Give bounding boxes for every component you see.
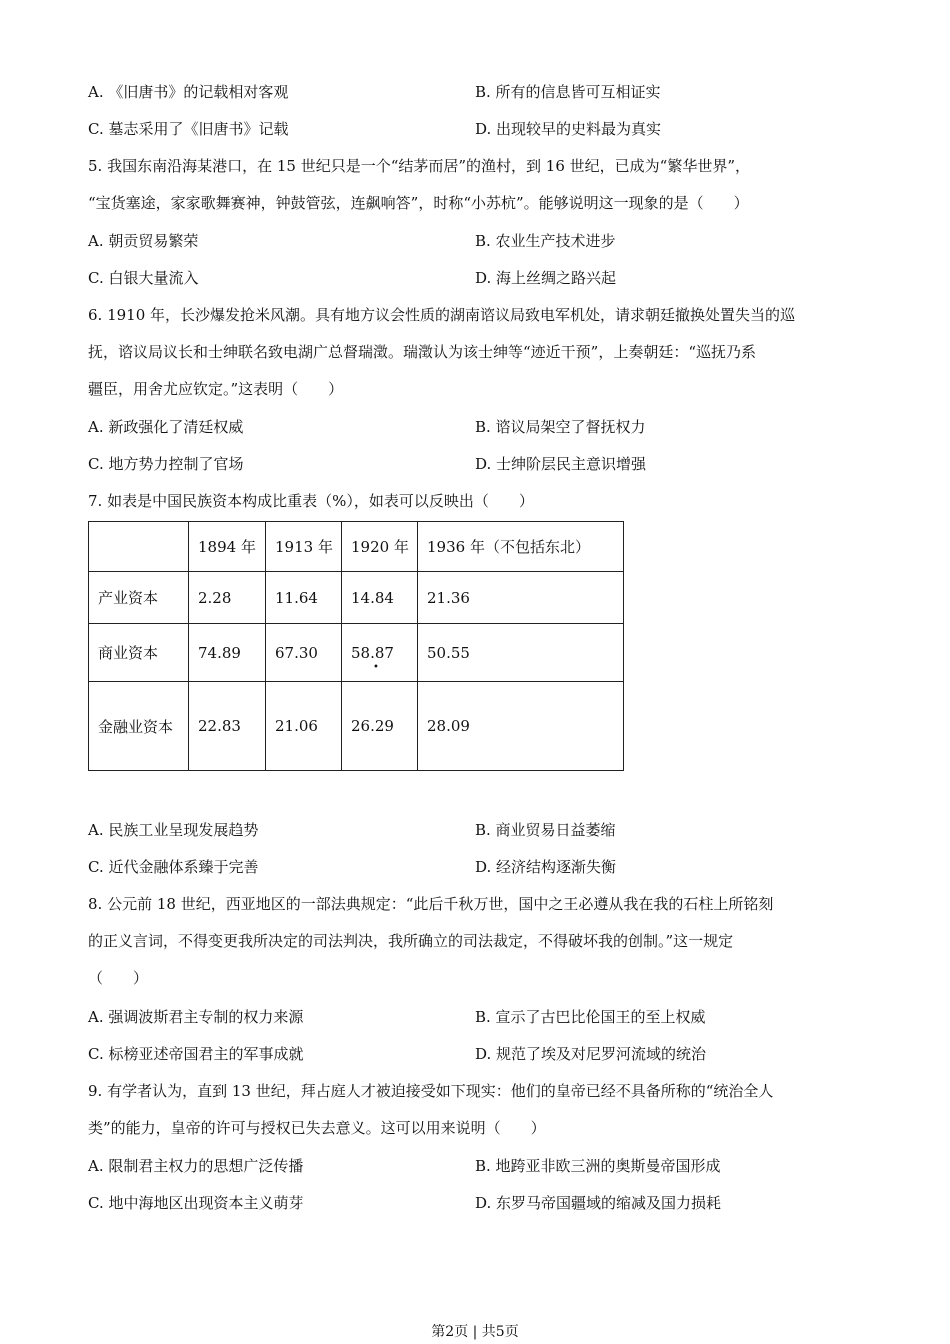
q6-stem [88,305,878,416]
q9-stem [88,1081,878,1155]
table-row-label: 商业资本 [89,624,189,682]
table-header-cell: 1936 年（不包括东北） [418,522,624,572]
q7-stem-line: 7. 如表是中国民族资本构成比重表（%），如表可以反映出（ ） [88,492,534,510]
q9-option-c[interactable]: C. 地中海地区出现资本主义萌芽 [88,1194,304,1212]
table-row [89,624,624,682]
dot-mark-icon: • [373,661,379,673]
q7-option-b[interactable]: B. 商业贸易日益萎缩 [475,821,616,839]
table-cell: 21.06 [266,682,342,771]
q9-option-b[interactable]: B. 地跨亚非欧三洲的奥斯曼帝国形成 [475,1157,721,1175]
page-footer: 第2页 | 共5页 [431,1324,519,1340]
q6-option-c[interactable]: C. 地方势力控制了官场 [88,455,244,473]
q5-option-c[interactable]: C. 白银大量流入 [88,269,199,287]
q9-stem-line: 9. 有学者认为，直到 13 世纪，拜占庭人才被迫接受如下现实：他们的皇帝已经不具备所称的“统治全人 [88,1082,774,1100]
q4-option-d[interactable]: D. 出现较早的史料最为真实 [475,120,662,138]
table-cell: 22.83 [189,682,266,771]
q9-stem-line: 类”的能力，皇帝的许可与授权已失去意义。这可以用来说明（ ） [88,1119,546,1137]
table-cell: 67.30 [266,624,342,682]
q8-option-a[interactable]: A. 强调波斯君主专制的权力来源 [88,1008,304,1026]
table-header-row [89,522,624,572]
q5-option-a[interactable]: A. 朝贡贸易繁荣 [88,232,199,250]
q6-option-a[interactable]: A. 新政强化了清廷权威 [88,418,244,436]
table-cell: 14.84 [342,572,418,624]
q5-stem [88,156,878,230]
table-cell: 11.64 [266,572,342,624]
table-header-cell [89,522,189,572]
table-cell-text: 58.87 [351,643,394,662]
q9-option-a[interactable]: A. 限制君主权力的思想广泛传播 [88,1157,304,1175]
q6-option-d[interactable]: D. 士绅阶层民主意识增强 [475,455,647,473]
capital-structure-table [88,521,624,771]
table-cell [342,624,418,682]
q5-option-d[interactable]: D. 海上丝绸之路兴起 [475,269,617,287]
table-header-cell: 1920 年 [342,522,418,572]
q5-stem-line: “宝货塞途，家家歌舞赛神，钟鼓管弦，连飙响答”，时称“小苏杭”。能够说明这一现象的是（ ） [88,194,749,212]
q8-option-c[interactable]: C. 标榜亚述帝国君主的军事成就 [88,1045,304,1063]
q5-stem-line: 5. 我国东南沿海某港口，在 15 世纪只是一个“结茅而居”的渔村，到 16 世纪，已成为“繁华世界”， [88,157,751,175]
table-cell: 74.89 [189,624,266,682]
table-cell: 50.55 [418,624,624,682]
q7-option-a[interactable]: A. 民族工业呈现发展趋势 [88,821,259,839]
q8-option-b[interactable]: B. 宣示了古巴比伦国王的至上权威 [475,1008,706,1026]
table-row-label-text: 金融业资本 [98,717,174,736]
q6-stem-line: 6. 1910 年，长沙爆发抢米风潮。具有地方议会性质的湖南谘议局致电军机处，请求朝廷撤换处置失当的巡 [88,306,796,324]
q8-stem-line: 的正义言词，不得变更我所决定的司法判决，我所确立的司法裁定，不得破坏我的创制。”这一规定 [88,932,734,950]
q9-option-d[interactable]: D. 东罗马帝国疆域的缩减及国力损耗 [475,1194,722,1212]
table-cell: 28.09 [418,682,624,771]
table-header-cell: 1913 年 [266,522,342,572]
table-cell-value [351,643,394,673]
q4-option-b[interactable]: B. 所有的信息皆可互相证实 [475,83,661,101]
table-row [89,572,624,624]
q4-option-a[interactable]: A. 《旧唐书》的记载相对客观 [88,83,289,101]
table-row [89,682,624,771]
table-cell: 26.29 [342,682,418,771]
q8-option-d[interactable]: D. 规范了埃及对尼罗河流域的统治 [475,1045,707,1063]
table-cell: 2.28 [189,572,266,624]
q6-stem-line: 抚，谘议局议长和士绅联名致电湖广总督瑞澂。瑞澂认为该士绅等“迹近干预”，上奏朝廷：“巡抚乃系 [88,343,757,361]
table-header-cell: 1894 年 [189,522,266,572]
table-row-label [89,682,189,771]
table-row-label: 产业资本 [89,572,189,624]
q7-option-c[interactable]: C. 近代金融体系臻于完善 [88,858,259,876]
q5-option-b[interactable]: B. 农业生产技术进步 [475,232,616,250]
q8-stem [88,894,878,1005]
q6-option-b[interactable]: B. 谘议局架空了督抚权力 [475,418,646,436]
table-cell: 21.36 [418,572,624,624]
q6-stem-line: 疆臣，用舍尤应钦定。”这表明（ ） [88,380,344,398]
q8-stem-line: 8. 公元前 18 世纪，西亚地区的一部法典规定：“此后千秋万世，国中之王必遵从我在我的石柱上所铭刻 [88,895,774,913]
q4-option-c[interactable]: C. 墓志采用了《旧唐书》记载 [88,120,289,138]
q7-option-d[interactable]: D. 经济结构逐渐失衡 [475,858,617,876]
q8-stem-line: （ ） [88,969,149,987]
